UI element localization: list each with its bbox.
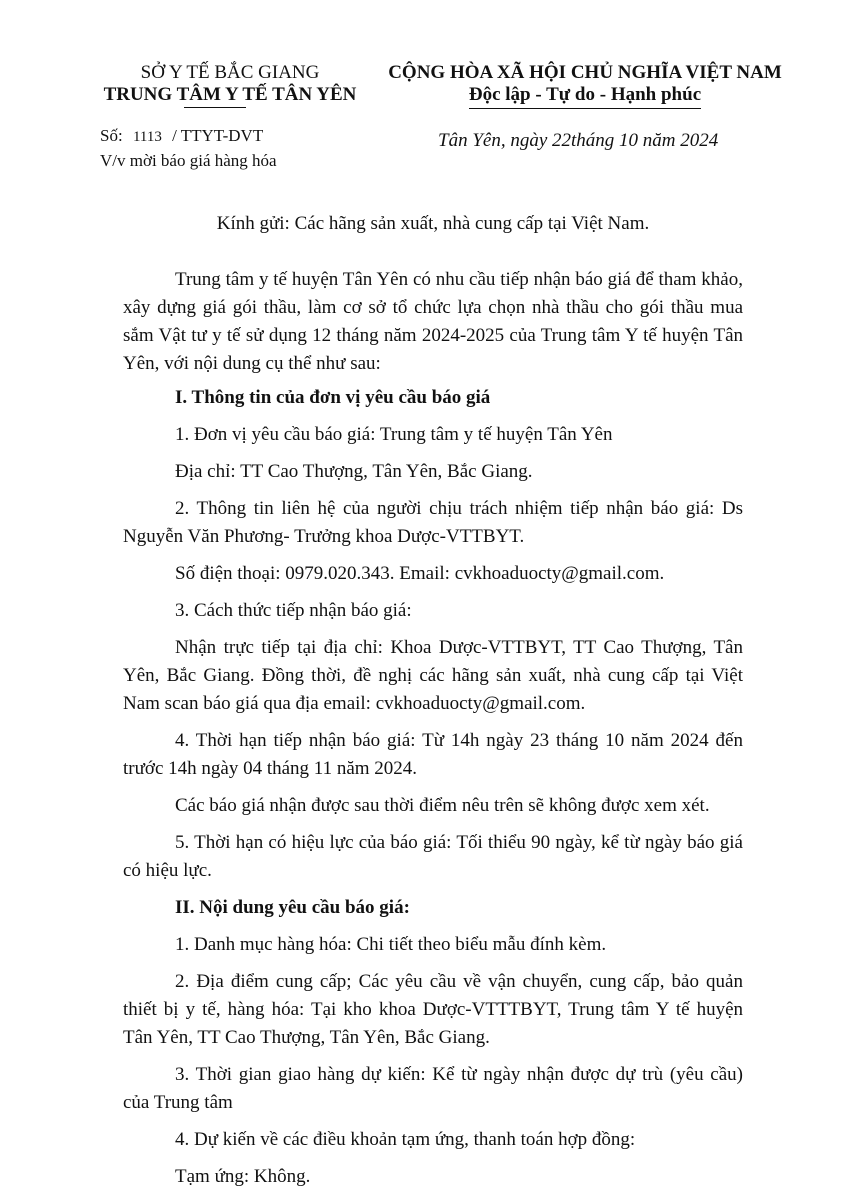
section-2-item-3: 3. Thời gian giao hàng dự kiến: Kể từ ngày nhận được dự trù (yêu cầu) của Trung tâm [123,1064,743,1113]
document-subject: V/v mời báo giá hàng hóa [100,151,277,170]
document-meta [100,124,277,172]
section-2-item-1: 1. Danh mục hàng hóa: Chi tiết theo biểu mẫu đính kèm. [175,934,607,955]
issuer-header [80,62,380,106]
number-suffix: / TTYT-DVT [172,126,264,145]
motto-underline [469,108,701,109]
center-name-text: TRUNG TÂM Y TẾ TÂN YÊN [103,84,357,105]
section-1-item-2: 2. Thông tin liên hệ của người chịu trách nhiệm tiếp nhận báo giá: Ds Nguyễn Văn Phương- Trưởng khoa Dược-VTTBYT. [123,498,743,547]
section-1-item-1: 1. Đơn vị yêu cầu báo giá: Trung tâm y tế huyện Tân Yên [175,424,613,445]
section-2-title: II. Nội dung yêu cầu báo giá: [175,897,410,918]
section-1-contact: Số điện thoại: 0979.020.343. Email: cvkhoaduocty@gmail.com. [175,563,665,584]
center-name [104,84,357,106]
number-value: 1113 [132,129,162,145]
section-1-item-4: 4. Thời hạn tiếp nhận báo giá: Từ 14h ngày 23 tháng 10 năm 2024 đến trước 14h ngày 04 tháng 11 năm 2024. [123,730,743,779]
section-2-item-2: 2. Địa điểm cung cấp; Các yêu cầu về vận chuyển, cung cấp, bảo quản thiết bị y tế, hàng hóa: Tại kho khoa Dược-VTTTBYT, Trung tâm Y tế huyện Tân Yên, TT Cao Thượng, Tân Yên, Bắc Giang. [123,971,743,1048]
section-1-item-3: 3. Cách thức tiếp nhận báo giá: [175,600,412,621]
section-1-item-5: 5. Thời hạn có hiệu lực của báo giá: Tối thiểu 90 ngày, kể từ ngày báo giá có hiệu lực. [123,832,743,881]
document-date: Tân Yên, ngày 22tháng 10 năm 2024 [438,130,719,151]
intro-paragraph: Trung tâm y tế huyện Tân Yên có nhu cầu tiếp nhận báo giá để tham khảo, xây dựng giá gói thầu, làm cơ sở tổ chức lựa chọn nhà thầu cho gói thầu mua sắm Vật tư y tế sử dụng 12 tháng năm 2024-2025 của Trung tâm Y tế huyện Tân Yên, với nội dung cụ thể như sau: [123,269,743,374]
department-name: SỞ Y TẾ BẮC GIANG [140,62,320,83]
document-body [123,210,743,1191]
number-label: Số: [100,126,123,145]
motto [469,84,701,106]
nation-header [370,62,800,106]
section-2-item-4: 4. Dự kiến về các điều khoản tạm ứng, thanh toán hợp đồng: [175,1129,636,1150]
motto-text: Độc lập - Tự do - Hạnh phúc [468,84,702,105]
section-1-address: Địa chỉ: TT Cao Thượng, Tân Yên, Bắc Giang. [175,461,533,482]
recipient-line: Kính gửi: Các hãng sản xuất, nhà cung cấp tại Việt Nam. [216,213,650,234]
nation-title: CỘNG HÒA XÃ HỘI CHỦ NGHĨA VIỆT NAM [388,62,782,83]
document-number [100,124,277,149]
section-1-receiving: Nhận trực tiếp tại địa chỉ: Khoa Dược-VTTBYT, TT Cao Thượng, Tân Yên, Bắc Giang. Đồng thời, đề nghị các hãng sản xuất, nhà cung cấp tại Việt Nam scan báo giá qua địa email: cvkhoaduocty@gmail.com. [123,637,743,714]
section-2-advance: Tạm ứng: Không. [175,1166,311,1187]
section-1-late-note: Các báo giá nhận được sau thời điểm nêu trên sẽ không được xem xét. [175,795,710,816]
section-1-title: I. Thông tin của đơn vị yêu cầu báo giá [175,387,491,408]
center-underline [184,107,247,108]
